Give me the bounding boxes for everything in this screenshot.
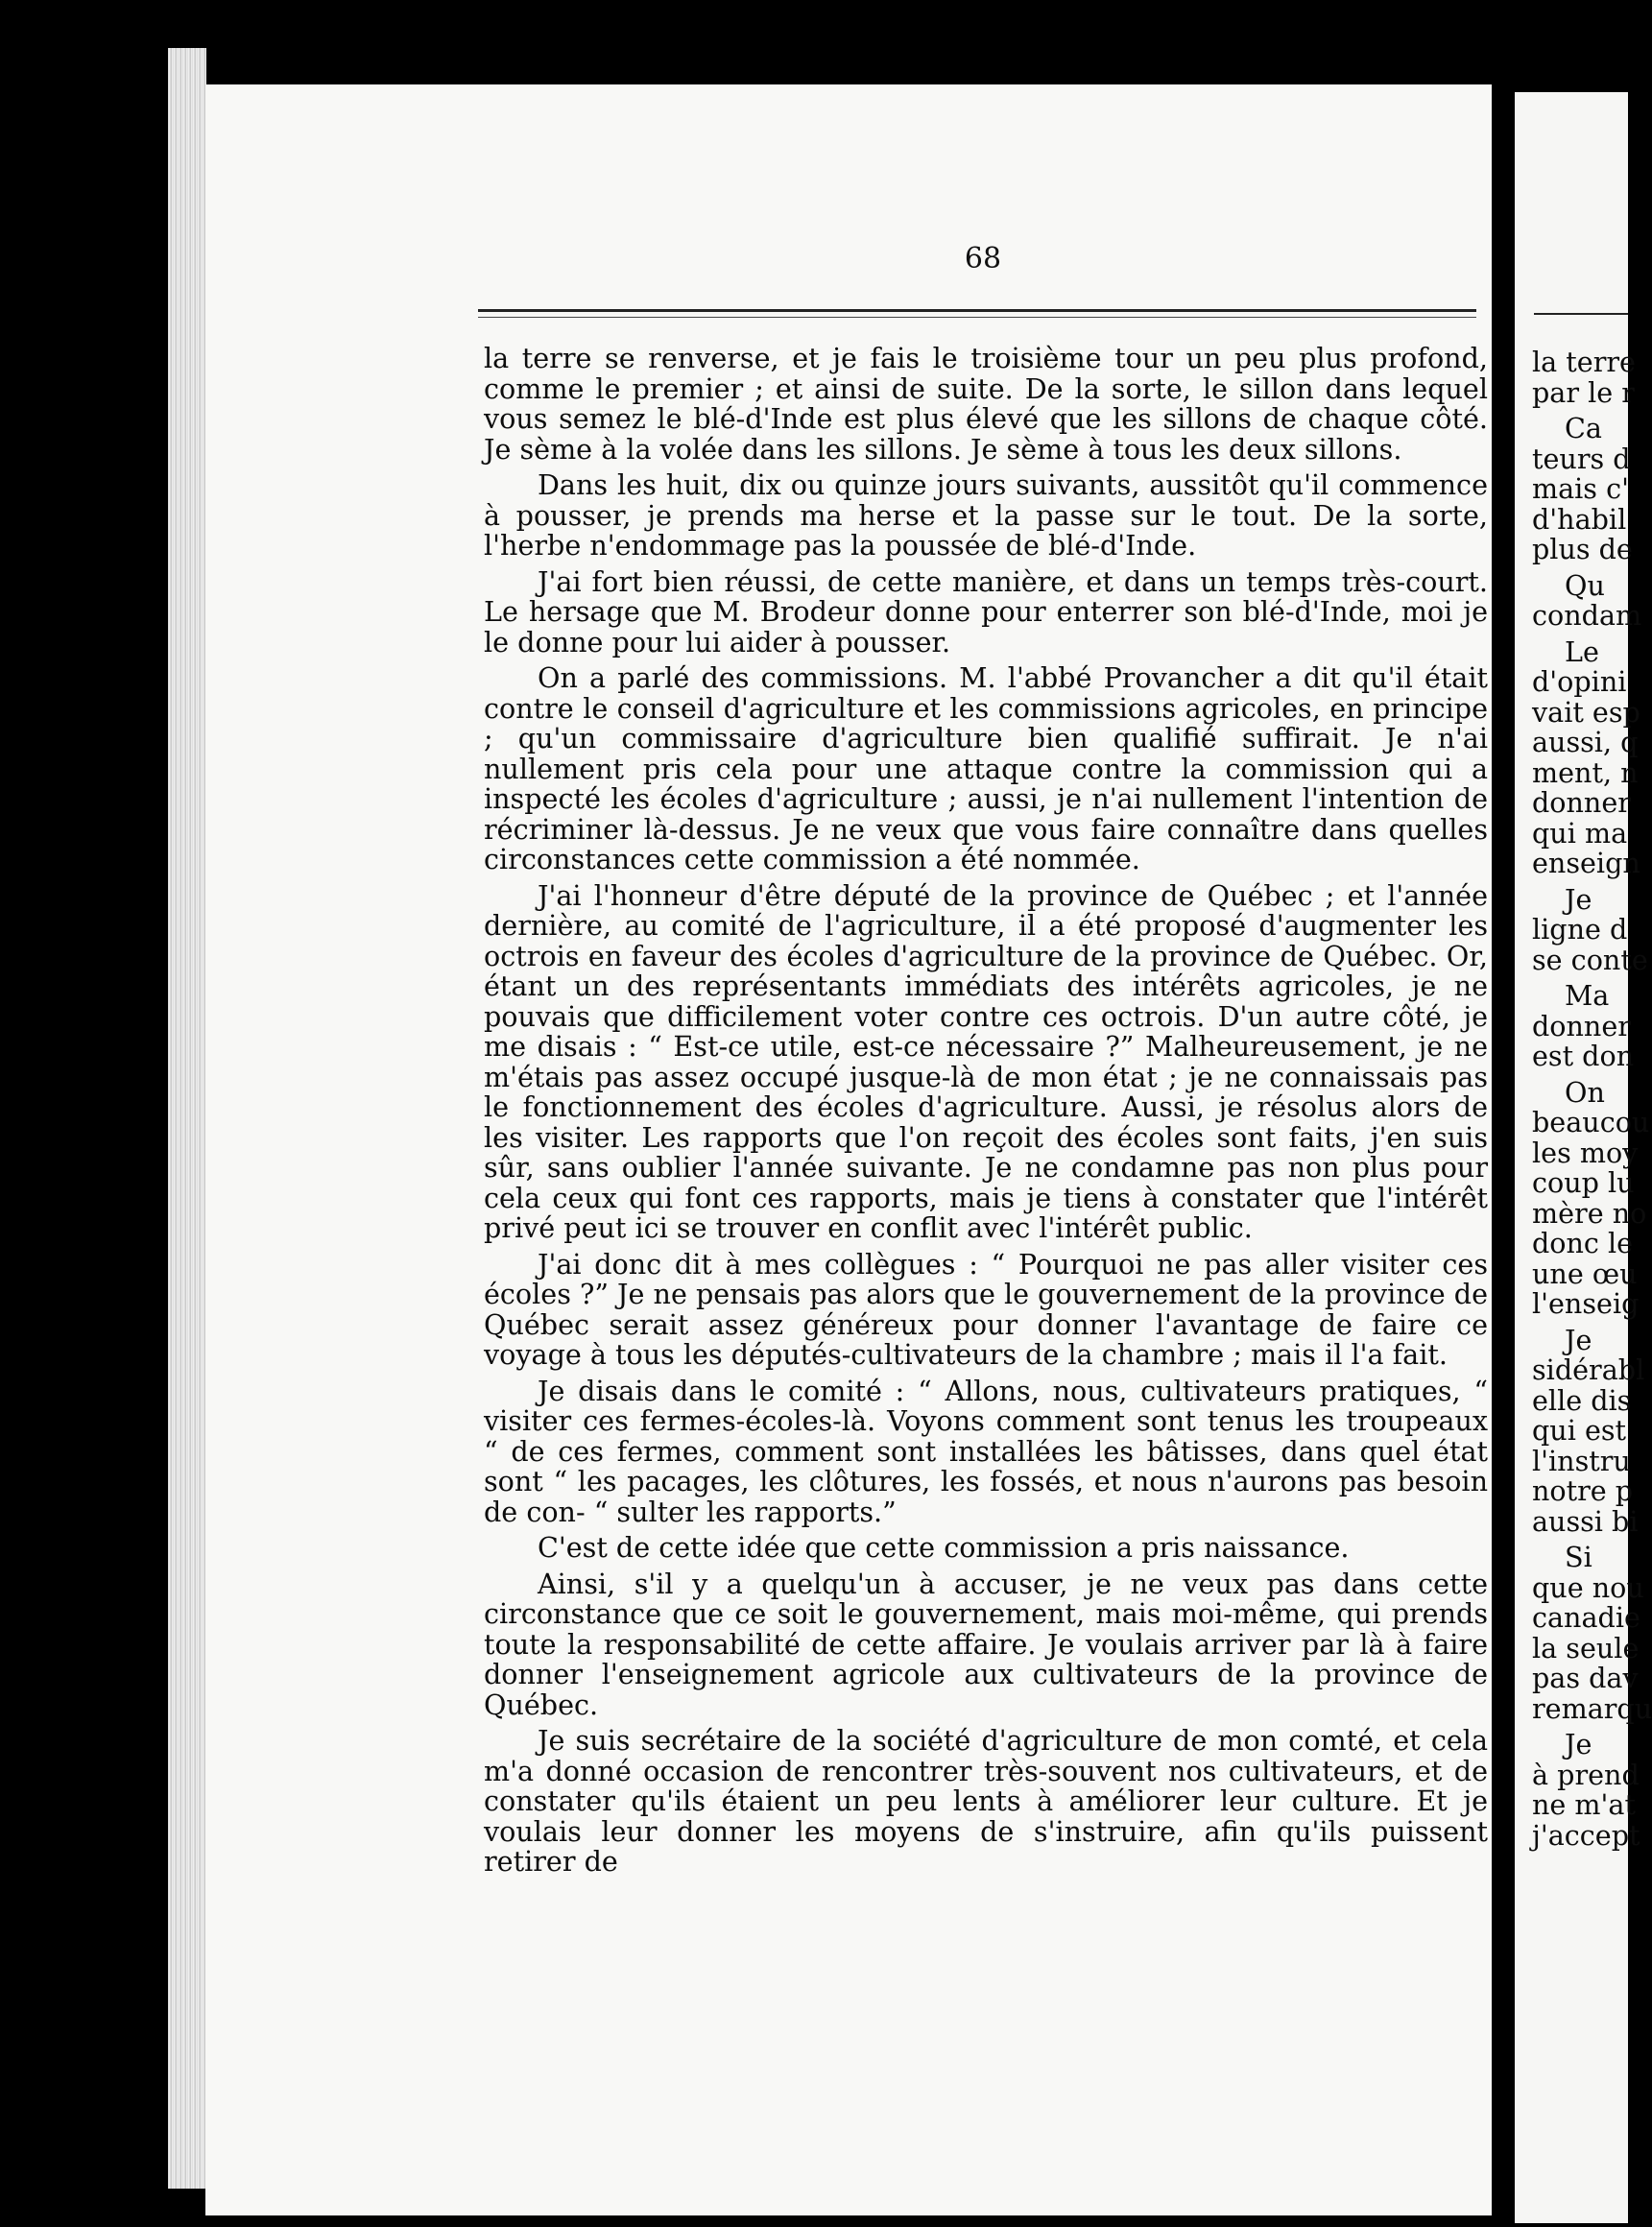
facing-page-line: ligne d xyxy=(1532,913,1628,946)
facing-page-line: Je xyxy=(1565,882,1592,916)
paragraph: la terre se renverse, et je fais le troisième tour un peu plus profond, comme le premier ; et ainsi de suite. De la sorte, le sillon dans lequel vous semez le blé-d'Inde est plus élevé que les sillons de chaque côté. Je sème à la volée dans les sillons. Je sème à tous les deux sillons. xyxy=(484,342,1488,466)
facing-page-line: notre p xyxy=(1532,1474,1634,1507)
facing-page-line: beaucou xyxy=(1532,1106,1650,1138)
facing-page-line: les moy xyxy=(1532,1136,1639,1169)
facing-page-line: canadie xyxy=(1532,1601,1640,1634)
paragraph: Ainsi, s'il y a quelqu'un à accuser, je ne veux pas dans cette circonstance que ce soit le gouvernement, mais moi-même, qui prends toute la responsabilité de cette affaire. Je voulais arriver par là à faire donner l'enseignement agricole aux cultivateurs de la province de Québec. xyxy=(484,1567,1488,1721)
facing-page-line: plus de xyxy=(1532,533,1633,565)
facing-page-line: sidérabl xyxy=(1532,1353,1645,1386)
facing-page-line: mais c' xyxy=(1532,472,1629,505)
facing-page-line: ne m'at xyxy=(1532,1788,1636,1821)
facing-page-line: ment, n xyxy=(1532,755,1639,789)
facing-page-line: Ca xyxy=(1565,412,1602,444)
facing-page-line: la terre xyxy=(1532,346,1636,378)
facing-page-line: vait esp xyxy=(1532,695,1640,729)
facing-page-line: est don xyxy=(1532,1040,1635,1072)
paragraph: Dans les huit, dix ou quinze jours suivants, aussitôt qu'il commence à pousser, je prends ma herse et la passe sur le tout. De la sorte, l'herbe n'endommage pas la poussée de blé-d'Inde. xyxy=(484,468,1488,562)
facing-page-line: On xyxy=(1565,1075,1605,1109)
paragraph: C'est de cette idée que cette commission a pris naissance. xyxy=(538,1531,1350,1564)
facing-page-line: j'accept xyxy=(1532,1818,1640,1852)
facing-page-line: pas dav xyxy=(1532,1662,1639,1694)
facing-page-line: d'opini xyxy=(1532,665,1627,698)
facing-page-line: Ma xyxy=(1565,979,1610,1012)
facing-page-line: coup lu xyxy=(1532,1166,1635,1199)
facing-page-rule xyxy=(1534,313,1628,319)
facing-page-line: la seule xyxy=(1532,1631,1640,1664)
facing-page-line: aussi bi xyxy=(1532,1504,1639,1538)
facing-page-line: par le r xyxy=(1532,375,1635,409)
header-rule xyxy=(478,309,1476,318)
facing-page-line: l'instru xyxy=(1532,1444,1631,1477)
book-page-edges xyxy=(168,48,206,2189)
facing-page-line: se conte xyxy=(1532,943,1648,976)
facing-page-line: enseign xyxy=(1532,847,1640,879)
facing-page-line: remarqu xyxy=(1532,1691,1652,1725)
facing-page-line: Le xyxy=(1565,635,1599,668)
facing-page-line: d'habil xyxy=(1532,502,1627,536)
facing-page-line: Je xyxy=(1565,1323,1592,1356)
facing-page-line: donner xyxy=(1532,786,1631,819)
facing-page-line: elle dis xyxy=(1532,1383,1632,1417)
page-number: 68 xyxy=(964,242,1002,275)
facing-page-line: donc le xyxy=(1532,1227,1634,1259)
facing-page-line: Qu xyxy=(1565,568,1605,602)
paragraph: J'ai l'honneur d'être député de la province de Québec ; et l'année dernière, au comité de l'agriculture, il a été proposé d'augmenter les octrois en faveur des écoles d'agriculture de la province de Québec. Or, étant un des représentants immédiats des intérêts agricoles, je ne pouvais que difficilement voter contre ces octrois. D'un autre côté, je me disais : “ Est-ce utile, est-ce nécessaire ?” Malheureusement, je ne m'étais pas assez occupé jusque-là de mon état ; je ne connaissais pas le fonctionnement des écoles d'agriculture. Aussi, je résolus alors de les visiter. Les rapports que l'on reçoit des écoles sont faits, j'en suis sûr, sans oublier l'année suivante. Je ne condamne pas non plus pour cela ceux qui font ces rapports, mais je tiens à constater que l'intérêt privé peut ici se trouver en conflit avec l'intérêt public. xyxy=(484,878,1488,1244)
facing-page-line: que nou xyxy=(1532,1570,1644,1604)
facing-page-text xyxy=(1532,346,1652,1852)
facing-page-line: Je xyxy=(1565,1728,1592,1760)
paragraph: On a parlé des commissions. M. l'abbé Provancher a dit qu'il était contre le conseil d'agriculture et les commissions agricoles, en principe ; qu'un commissaire d'agriculture bien qualifié suffirait. Je n'ai nullement pris cela pour une attaque contre la commission qui a inspecté les écoles d'agriculture ; aussi, je n'ai nullement l'intention de récriminer là-dessus. Je ne veux que vous faire connaître dans quelles circonstances cette commission a été nommée. xyxy=(484,661,1488,875)
paragraph: J'ai donc dit à mes collègues : “ Pourquoi ne pas aller visiter ces écoles ?” Je ne pensais pas alors que le gouvernement de la province de Québec serait assez généreux pour donner l'avantage de faire ce voyage à tous les députés-cultivateurs de la chambre ; mais il l'a fait. xyxy=(484,1247,1488,1371)
body-text xyxy=(484,344,1488,1883)
facing-page-line: aussi, q xyxy=(1532,726,1639,758)
paragraph: Je suis secrétaire de la société d'agriculture de mon comté, et cela m'a donné occasion de rencontrer très-souvent nos cultivateurs, et de constater qu'ils étaient un peu lents à améliorer leur culture. Et je voulais leur donner les moyens de s'instruire, afin qu'ils puissent retirer de xyxy=(484,1724,1488,1878)
facing-page-line: qui est xyxy=(1532,1414,1627,1447)
facing-page-line: l'enseig xyxy=(1532,1287,1640,1320)
book-gutter xyxy=(1492,86,1515,2227)
paragraph: J'ai fort bien réussi, de cette manière, et dans un temps très-court. Le hersage que M. Brodeur donne pour enterrer son blé-d'Inde, moi je le donne pour lui aider à pousser. xyxy=(484,564,1488,659)
facing-page-line: qui ma xyxy=(1532,816,1628,850)
facing-page-line: une œu xyxy=(1532,1257,1638,1290)
facing-page-line: condam xyxy=(1532,599,1642,632)
facing-page-line: à prend xyxy=(1532,1758,1640,1791)
facing-page-line: teurs d xyxy=(1532,442,1631,475)
facing-page-line: donner xyxy=(1532,1009,1631,1042)
facing-page-line: mère no xyxy=(1532,1196,1647,1230)
facing-page-line: Si xyxy=(1565,1541,1592,1573)
paragraph: Je disais dans le comité : “ Allons, nous, cultivateurs pratiques, “ visiter ces fermes-écoles-là. Voyons comment sont tenus les troupeaux “ de ces fermes, comment sont installées les bâtisses, dans quel état sont “ les pacages, les clôtures, les fossés, et nous n'aurons pas besoin de con- “ sulter les rapports.” xyxy=(484,1374,1488,1528)
